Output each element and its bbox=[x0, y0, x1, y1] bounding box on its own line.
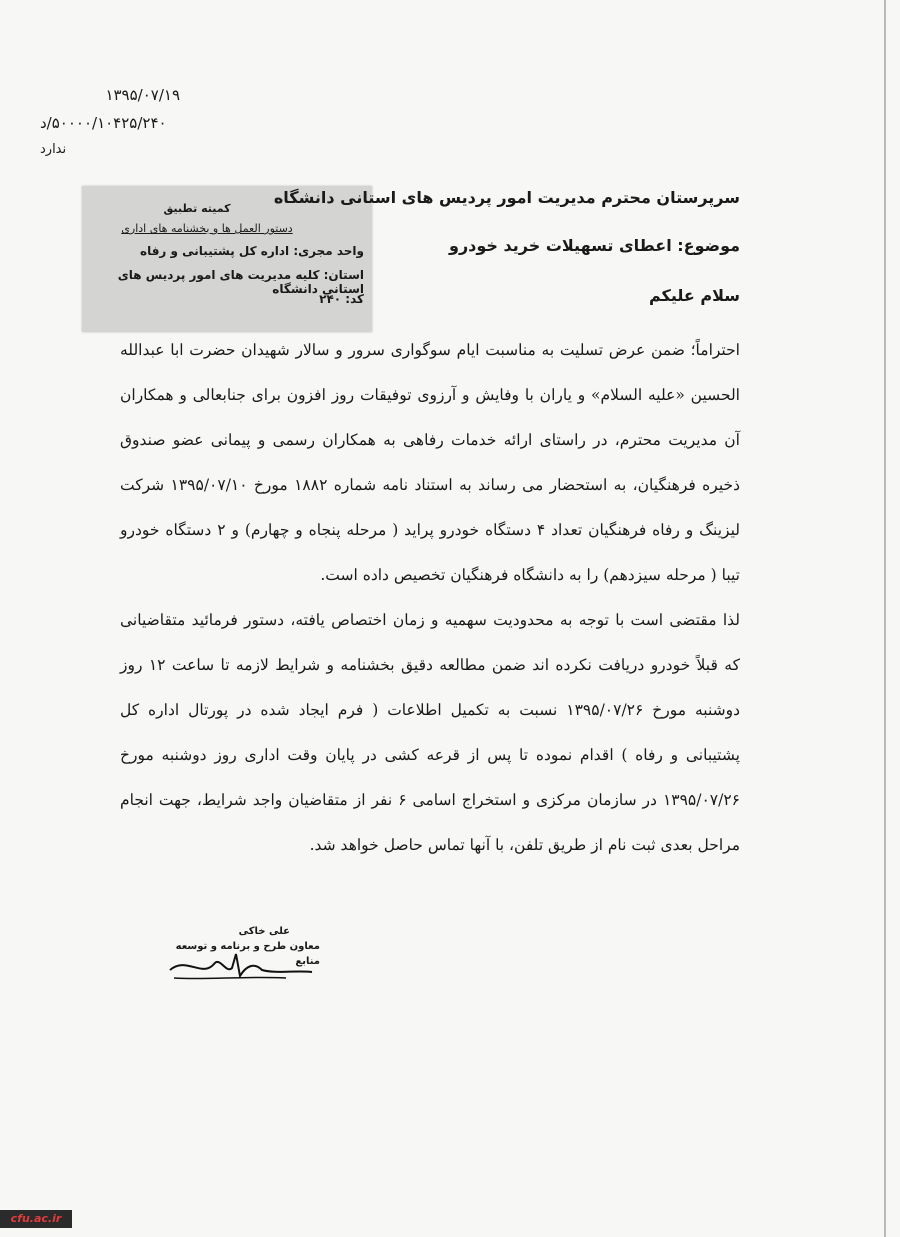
body-paragraph-1: احتراماً؛ ضمن عرض تسلیت به مناسبت ایام سوگواری سرور و سالار شهیدان حضرت ابا عبدالله الحسین «علیه السلام» و یاران با وفایش و آرزوی توفیقات روز افزون برای جنابعالی و همکاران آن مدیریت محترم، در راستای ارائه خدمات رفاهی به همکاران رسمی و پیمانی عضو صندوق ذخیره فرهنگیان، به استحضار می رساند به استناد نامه شماره ۱۸۸۲ مورخ ۱۳۹۵/۰۷/۱۰ شرکت لیزینگ و رفاه فرهنگیان تعداد ۴ دستگاه خودرو پراید ( مرحله پنجاه و چهارم) و ۲ دستگاه خودرو تیبا ( مرحله سیزدهم) را به دانشگاه فرهنگیان تخصیص داده است. bbox=[120, 341, 741, 584]
signatory-name: علی خاکی bbox=[238, 926, 290, 937]
registration-stamp bbox=[82, 186, 372, 332]
body-paragraph-2: لذا مقتضی است با توجه به محدودیت سهمیه و زمان اختصاص یافته، دستور فرمائید متقاضیانی که قبلاً خودرو دریافت نکرده اند ضمن مطالعه دقیق بخشنامه و شرایط لازمه تا ساعت ۱۲ روز دوشنبه مورخ ۱۳۹۵/۰۷/۲۶ نسبت به تکمیل اطلاعات ( فرم ایجاد شده در پورتال اداره کل پشتیبانی و رفاه ) اقدام نموده تا پس از قرعه کشی در پایان وقت اداری روز دوشنبه مورخ ۱۳۹۵/۰۷/۲۶ در سازمان مرکزی و استخراج اسامی ۶ نفر از متقاضیان واجد شرایط، جهت انجام مراحل بعدی ثبت نام از طریق تلفن، با آنها تماس حاصل خواهد شد. bbox=[120, 611, 740, 854]
greeting: سلام علیکم bbox=[648, 286, 740, 305]
stamp-title: کمیته تطبیق bbox=[163, 202, 231, 215]
stamp-province: استان: کلیه مدیریت های امور پردیس های استانی دانشگاه bbox=[117, 268, 364, 296]
signatory-title: معاون طرح و برنامه و توسعه منابع bbox=[175, 941, 320, 967]
letter-attachment: ندارد bbox=[40, 142, 67, 157]
stamp-code: کد: ۲۴۰ bbox=[319, 292, 364, 306]
handwritten-signature bbox=[166, 948, 316, 984]
stamp-subtitle: دستور العمل ها و بخشنامه های اداری bbox=[121, 222, 293, 235]
stamp-executor: واحد مجری: اداره کل پشتیبانی و رفاه bbox=[139, 244, 364, 258]
recipient-heading: سرپرستان محترم مدیریت امور پردیس های استانی دانشگاه bbox=[273, 188, 740, 207]
letter-date: ۱۳۹۵/۰۷/۱۹ bbox=[105, 86, 180, 104]
cfu-logo: cfu.ac.ir bbox=[0, 1210, 72, 1228]
subject-line: موضوع: اعطای تسهیلات خرید خودرو bbox=[449, 236, 740, 255]
page-edge bbox=[884, 0, 886, 1237]
letter-number: ۵۰۰۰۰/۱۰۴۲۵/۲۴۰/د bbox=[40, 114, 167, 132]
